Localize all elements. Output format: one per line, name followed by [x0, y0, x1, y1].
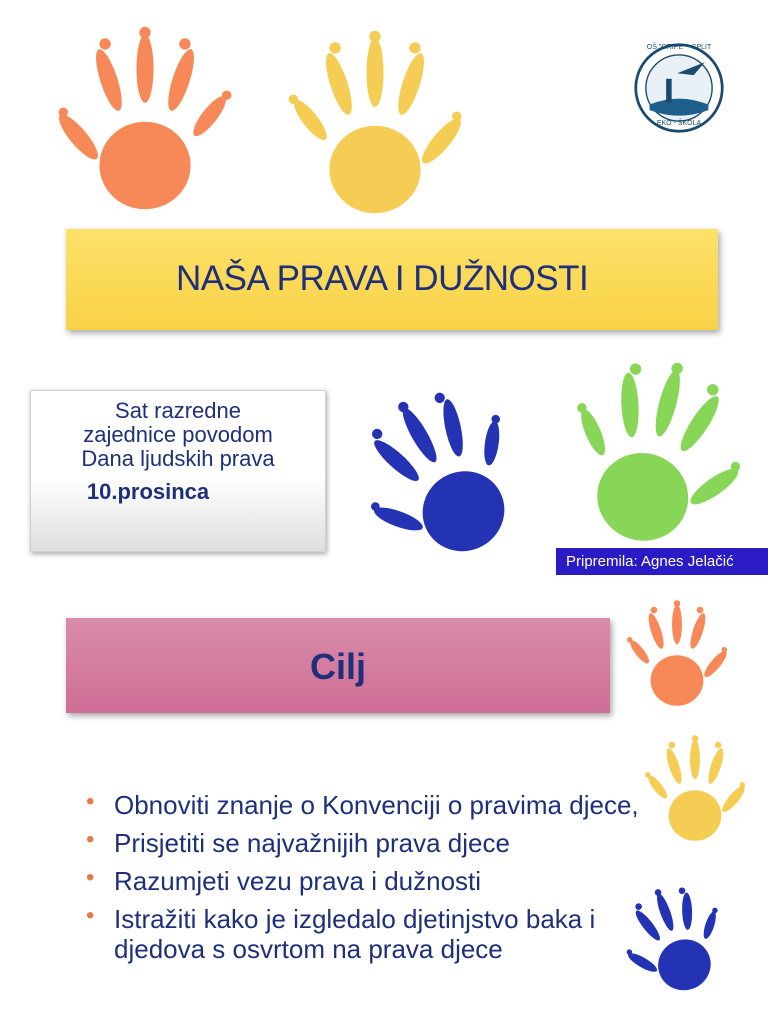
- goal-item-text: Obnoviti znanje o Konvenciji o pravima djece,: [114, 790, 639, 820]
- bullet-icon: •: [86, 902, 95, 929]
- bullet-icon: •: [86, 826, 95, 853]
- goal-item-1: [86, 790, 746, 820]
- bullet-icon: •: [86, 864, 95, 891]
- goal-item-text: Razumjeti vezu prava i dužnosti: [114, 866, 482, 896]
- blue-hand-print: [352, 388, 532, 560]
- subtitle-date: 10.prosinca: [86, 479, 210, 504]
- yellow-hand-print: [280, 22, 470, 222]
- goal-banner: [66, 618, 610, 713]
- school-logo: [630, 42, 728, 134]
- author-badge: Pripremila: Agnes Jelačić: [556, 548, 768, 575]
- goal-item-3: [86, 866, 746, 896]
- goal-item-text: Istražiti kako je izgledalo djetinjstvo baka i djedova s osvrtom na prava djece: [114, 904, 596, 964]
- title-banner: [66, 229, 718, 330]
- goal-item-4: [86, 904, 674, 964]
- goal-item-text: Prisjetiti se najvažnijih prava djece: [114, 828, 510, 858]
- orange-hand-print: [50, 18, 240, 218]
- logo-bottom-text: EKO - ŠKOLA: [656, 120, 702, 127]
- bullet-icon: •: [86, 788, 95, 815]
- goal-item-2: [86, 828, 746, 858]
- small-orange-hand-print: [622, 598, 732, 708]
- goal-heading: Cilj: [309, 646, 366, 687]
- green-hand-print: [560, 356, 750, 546]
- subtitle-line-2: zajednice povodom: [83, 422, 273, 447]
- goal-list: [86, 790, 746, 972]
- subtitle-line-3: Dana ljudskih prava: [81, 446, 275, 471]
- page-title: NAŠA PRAVA I DUŽNOSTI: [176, 259, 589, 298]
- logo-top-text: OŠ "GRIPE" - SPLIT: [646, 44, 712, 51]
- subtitle-box: [30, 390, 326, 552]
- subtitle-line-1: Sat razredne: [115, 398, 241, 423]
